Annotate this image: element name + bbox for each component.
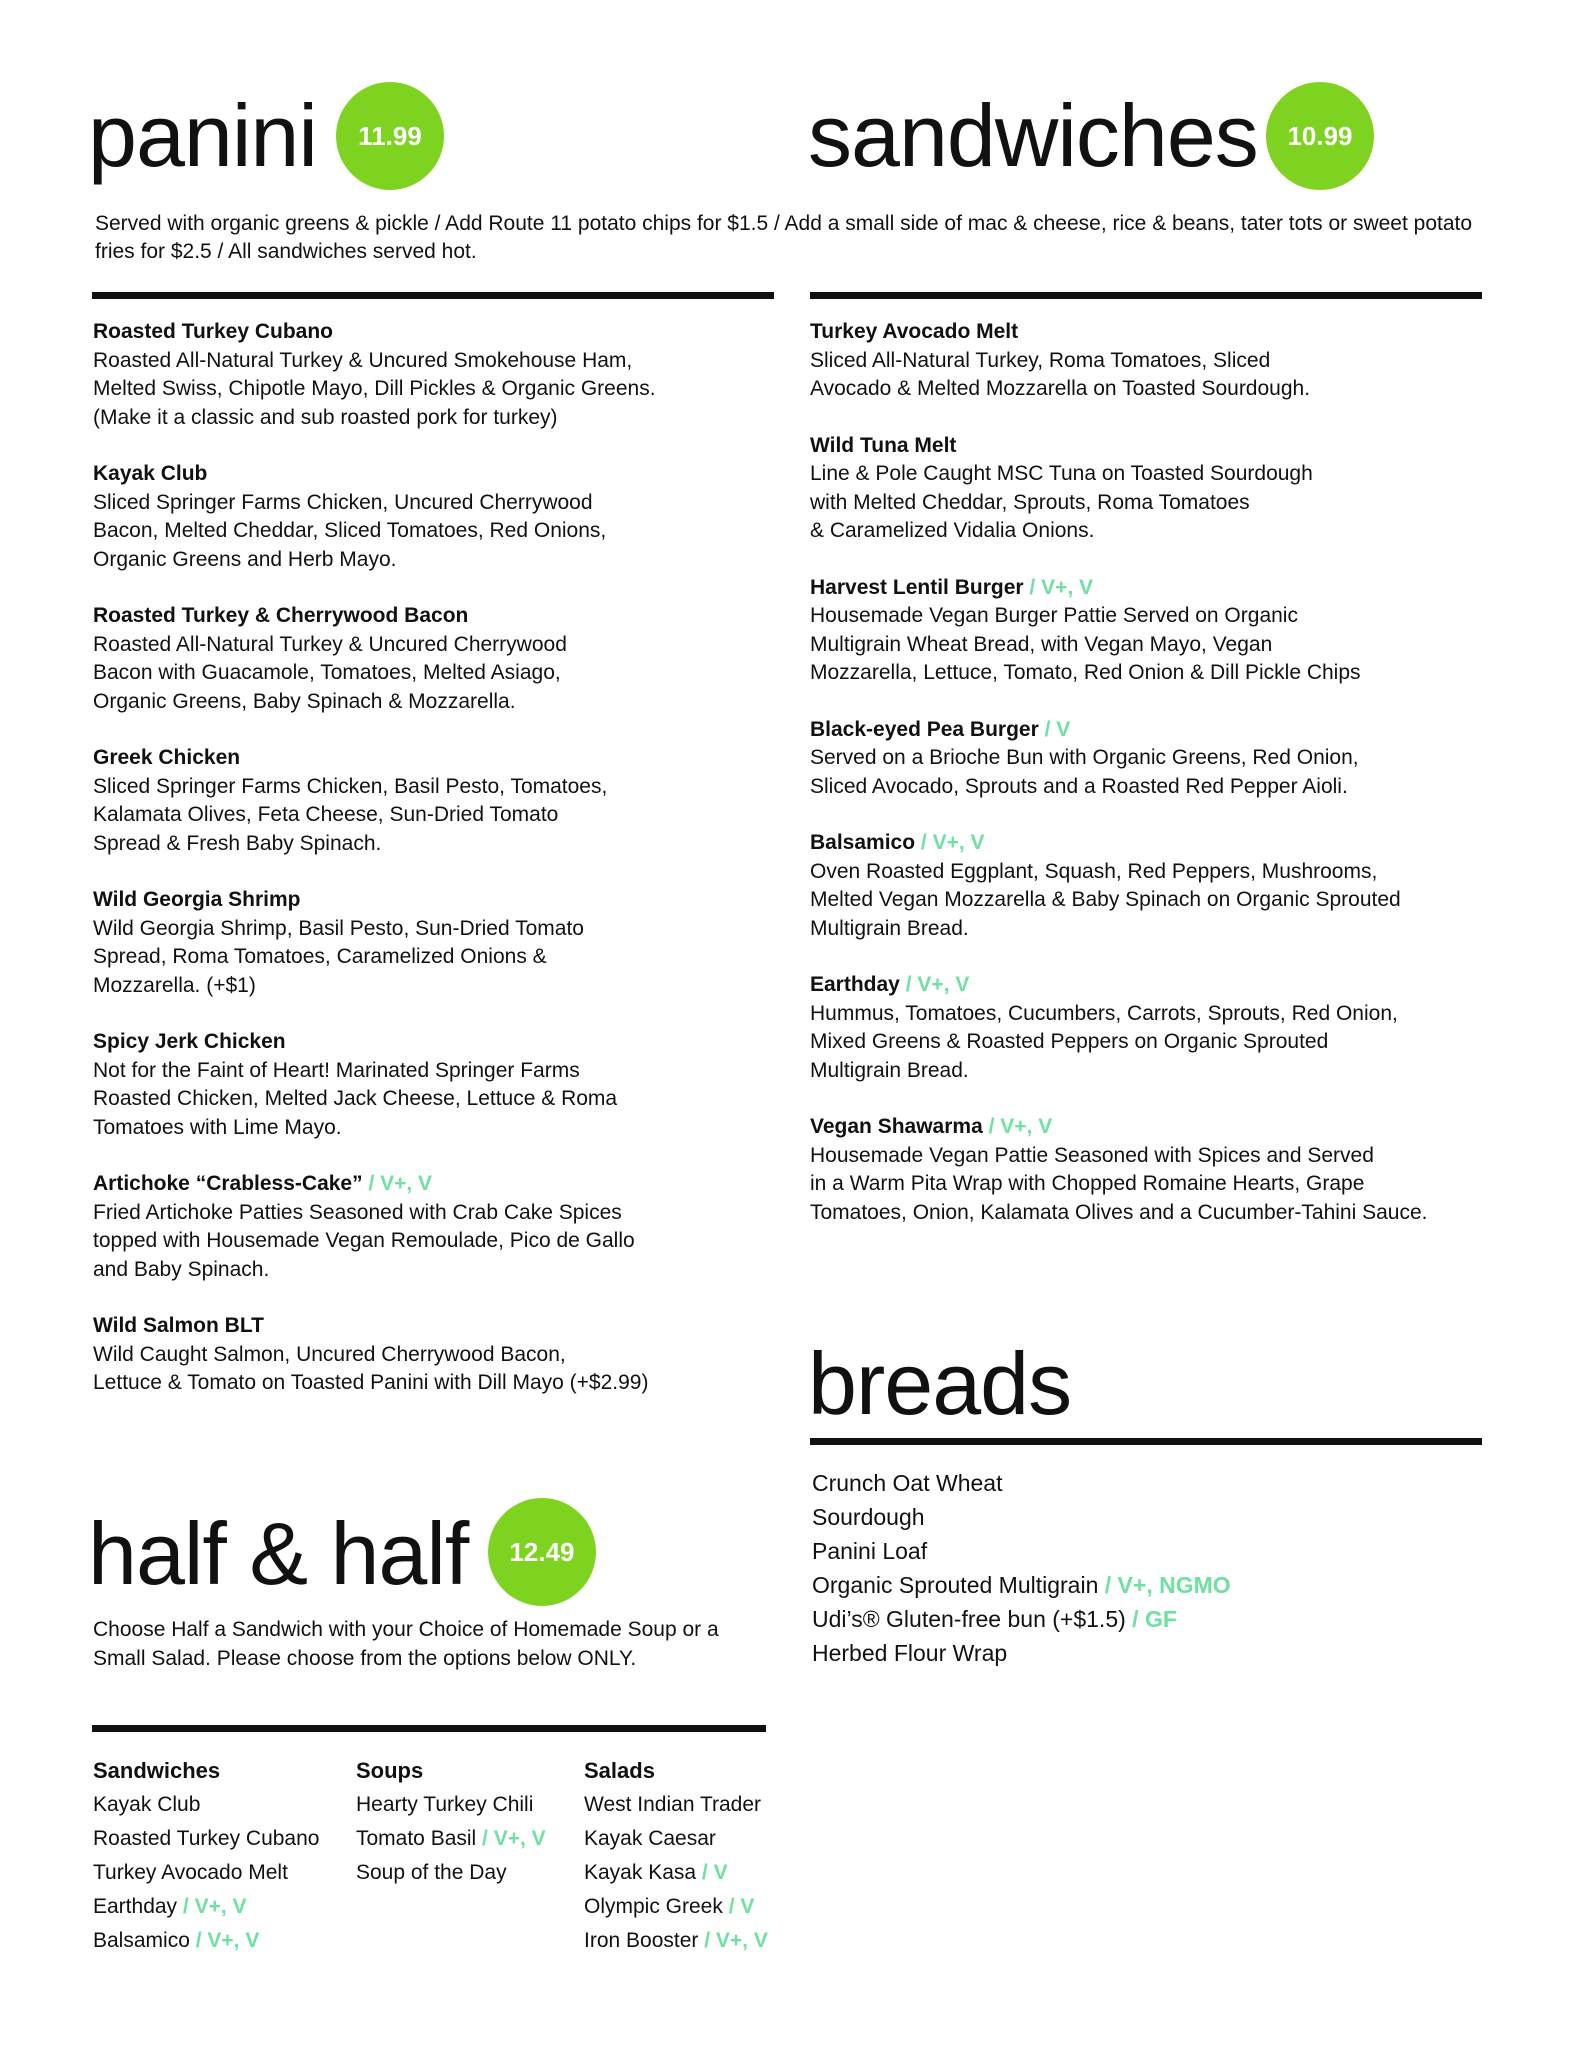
- menu-item-title: [93, 1312, 793, 1341]
- item-description: Wild Caught Salmon, Uncured Cherrywood Bacon, Lettuce & Tomato on Toasted Panini with Dill Mayo (+$2.99): [93, 1342, 649, 1394]
- item-name: Wild Tuna Melt: [810, 433, 957, 457]
- item-description: Wild Georgia Shrimp, Basil Pesto, Sun-Dried Tomato Spread, Roma Tomatoes, Caramelized Onions & Mozzarella. (+$1): [93, 916, 584, 997]
- column-list: [584, 1788, 768, 1958]
- bread-name: Sourdough: [812, 1504, 925, 1530]
- diet-tag: / V+, V: [189, 1929, 260, 1952]
- bread-item: [812, 1602, 1472, 1636]
- column-heading: Sandwiches: [93, 1758, 221, 1783]
- menu-item: [810, 971, 1510, 1085]
- half-half-col-salads: [584, 1754, 768, 1958]
- item-name: Vegan Shawarma: [810, 1115, 983, 1138]
- sandwiches-price-badge: 10.99: [1266, 82, 1374, 190]
- diet-tag: / V+, V: [362, 1172, 433, 1195]
- bread-item: [812, 1568, 1472, 1602]
- item-name: Kayak Club: [93, 462, 208, 485]
- item-name: Roasted Turkey Cubano: [93, 320, 333, 343]
- menu-item: [93, 318, 793, 432]
- diet-tag: / GF: [1125, 1606, 1177, 1632]
- list-item: [93, 1924, 319, 1958]
- option-name: Hearty Turkey Chili: [356, 1793, 534, 1816]
- list-item: [93, 1788, 319, 1822]
- bread-name: Organic Sprouted Multigrain: [812, 1572, 1099, 1598]
- list-item: [93, 1890, 319, 1924]
- option-name: Roasted Turkey Cubano: [93, 1827, 320, 1850]
- option-name: Kayak Caesar: [584, 1827, 716, 1850]
- half-half-col-sandwiches: [93, 1754, 319, 1958]
- option-name: Soup of the Day: [356, 1861, 507, 1884]
- menu-item: [93, 744, 793, 858]
- breads-divider: [810, 1438, 1482, 1445]
- menu-item-title: [93, 602, 793, 631]
- bread-name: Crunch Oat Wheat: [812, 1470, 1003, 1496]
- option-name: Earthday: [93, 1895, 178, 1918]
- half-half-title: half & half: [88, 1504, 469, 1603]
- item-name: Wild Georgia Shrimp: [93, 888, 301, 911]
- sandwiches-divider: [810, 292, 1482, 299]
- menu-item: [93, 886, 793, 1000]
- item-description: Fried Artichoke Patties Seasoned with Crab Cake Spices topped with Housemade Vegan Remoulade, Pico de Gallo and Baby Spinach.: [93, 1200, 635, 1281]
- item-description: Sliced Springer Farms Chicken, Basil Pesto, Tomatoes, Kalamata Olives, Feta Cheese, Sun-Dried Tomato Spread & Fresh Baby Spinach.: [93, 774, 608, 855]
- menu-item-title: [810, 574, 1510, 603]
- option-name: Olympic Greek: [584, 1895, 723, 1918]
- bread-item: [812, 1636, 1472, 1670]
- menu-item-title: [93, 886, 793, 915]
- menu-item-title: [810, 318, 1510, 347]
- panini-title: panini: [88, 86, 317, 185]
- menu-item: [810, 716, 1510, 802]
- diet-tag: / V: [722, 1895, 755, 1918]
- option-name: Balsamico: [93, 1929, 190, 1952]
- menu-item: [93, 1170, 793, 1284]
- diet-tag: / V+, NGMO: [1098, 1572, 1231, 1598]
- menu-item-title: [810, 971, 1510, 1000]
- menu-item-title: [810, 829, 1510, 858]
- item-name: Balsamico: [810, 831, 916, 854]
- menu-item: [93, 1312, 793, 1398]
- bread-item: [812, 1466, 1472, 1500]
- option-name: Turkey Avocado Melt: [93, 1861, 288, 1884]
- option-name: Kayak Club: [93, 1793, 201, 1816]
- breads-title: breads: [808, 1334, 1072, 1433]
- bread-name: Panini Loaf: [812, 1538, 928, 1564]
- list-item: [584, 1822, 768, 1856]
- menu-item-title: [93, 1028, 793, 1057]
- list-item: [356, 1856, 546, 1890]
- item-description: Not for the Faint of Heart! Marinated Springer Farms Roasted Chicken, Melted Jack Cheese, Lettuce & Roma Tomatoes with Lime Mayo.: [93, 1058, 618, 1139]
- half-half-price-badge: 12.49: [488, 1498, 596, 1606]
- sandwiches-title: sandwiches: [808, 86, 1258, 185]
- item-description: Sliced Springer Farms Chicken, Uncured Cherrywood Bacon, Melted Cheddar, Sliced Tomatoes, Red Onions, Organic Greens and Herb Mayo.: [93, 490, 607, 571]
- column-heading: Soups: [356, 1758, 424, 1783]
- menu-item: [93, 602, 793, 716]
- diet-tag: / V+, V: [982, 1115, 1053, 1138]
- option-name: West Indian Trader: [584, 1793, 762, 1816]
- bread-item: [812, 1534, 1472, 1568]
- item-name: Earthday: [810, 973, 900, 996]
- menu-item-title: [93, 1170, 793, 1199]
- diet-tag: / V+, V: [1023, 575, 1094, 599]
- item-name: Harvest Lentil Burger: [810, 575, 1024, 599]
- option-name: Iron Booster: [584, 1929, 699, 1952]
- item-description: Housemade Vegan Pattie Seasoned with Spices and Served in a Warm Pita Wrap with Chopped Romaine Hearts, Grape Tomatoes, Onion, Kalamata Olives and a Cucumber-Tahini Sauce.: [810, 1143, 1428, 1224]
- half-half-divider: [92, 1725, 766, 1732]
- diet-tag: / V+, V: [476, 1827, 546, 1850]
- bread-name: Herbed Flour Wrap: [812, 1640, 1008, 1666]
- item-name: Roasted Turkey & Cherrywood Bacon: [93, 604, 469, 627]
- item-name: Artichoke “Crabless-Cake”: [93, 1172, 363, 1195]
- diet-tag: / V+, V: [915, 831, 985, 854]
- list-item: [584, 1856, 768, 1890]
- menu-item: [810, 574, 1510, 688]
- half-half-intro: Choose Half a Sandwich with your Choice of Homemade Soup or a Small Salad. Please choose from the options below ONLY.: [93, 1618, 719, 1670]
- item-name: Greek Chicken: [93, 746, 241, 769]
- list-item: [584, 1924, 768, 1958]
- menu-item: [810, 829, 1510, 943]
- bread-item: [812, 1500, 1472, 1534]
- breads-list: [812, 1466, 1472, 1670]
- menu-item-title: [93, 318, 793, 347]
- column-heading: Salads: [584, 1758, 655, 1783]
- menu-item: [810, 318, 1510, 404]
- menu-item-title: [810, 1113, 1510, 1142]
- menu-item-title: [93, 744, 793, 773]
- list-item: [356, 1822, 546, 1856]
- item-description: Roasted All-Natural Turkey & Uncured Cherrywood Bacon with Guacamole, Tomatoes, Melted Asiago, Organic Greens, Baby Spinach & Mozzarella.: [93, 632, 567, 713]
- bread-name: Udi’s® Gluten-free bun (+$1.5): [812, 1606, 1126, 1632]
- menu-item: [810, 1113, 1510, 1227]
- column-list: [356, 1788, 546, 1890]
- item-name: Spicy Jerk Chicken: [93, 1030, 286, 1053]
- list-item: [584, 1788, 768, 1822]
- item-description: Housemade Vegan Burger Pattie Served on Organic Multigrain Wheat Bread, with Vegan Mayo, Vegan Mozzarella, Lettuce, Tomato, Red Onion & Dill Pickle Chips: [810, 604, 1361, 684]
- column-list: [93, 1788, 319, 1958]
- item-description: Roasted All-Natural Turkey & Uncured Smokehouse Ham, Melted Swiss, Chipotle Mayo, Dill Pickles & Organic Greens. (Make it a classic and sub roasted pork for turkey): [93, 348, 656, 429]
- item-name: Turkey Avocado Melt: [810, 320, 1019, 343]
- item-name: Wild Salmon BLT: [93, 1314, 264, 1337]
- diet-tag: / V: [1038, 717, 1071, 741]
- item-description: Sliced All-Natural Turkey, Roma Tomatoes, Sliced Avocado & Melted Mozzarella on Toasted Sourdough.: [810, 348, 1311, 400]
- option-name: Tomato Basil: [356, 1827, 477, 1850]
- menu-item: [810, 432, 1510, 546]
- menu-item: [93, 460, 793, 574]
- item-name: Black-eyed Pea Burger: [810, 717, 1039, 741]
- menu-item-title: [810, 432, 1510, 461]
- item-description: Hummus, Tomatoes, Cucumbers, Carrots, Sprouts, Red Onion, Mixed Greens & Roasted Peppers on Organic Sprouted Multigrain Bread.: [810, 1001, 1398, 1082]
- item-description: Served on a Brioche Bun with Organic Greens, Red Onion, Sliced Avocado, Sprouts and a Roasted Red Pepper Aioli.: [810, 746, 1359, 798]
- option-name: Kayak Kasa: [584, 1861, 697, 1884]
- diet-tag: / V+, V: [698, 1929, 768, 1952]
- menu-intro: Served with organic greens & pickle / Add Route 11 potato chips for $1.5 / Add a small side of mac & cheese, rice & beans, tater tots or sweet potato fries for $2.5 / All sandwiches served hot.: [95, 212, 1473, 263]
- menu-item: [93, 1028, 793, 1142]
- list-item: [356, 1788, 546, 1822]
- panini-list: [93, 318, 793, 1426]
- list-item: [93, 1856, 319, 1890]
- sandwiches-list: [810, 318, 1510, 1255]
- diet-tag: / V+, V: [177, 1895, 247, 1918]
- half-half-col-soups: [356, 1754, 546, 1890]
- menu-item-title: [810, 716, 1510, 745]
- list-item: [584, 1890, 768, 1924]
- item-description: Line & Pole Caught MSC Tuna on Toasted Sourdough with Melted Cheddar, Sprouts, Roma Tomatoes & Caramelized Vidalia Onions.: [810, 462, 1313, 542]
- menu-item-title: [93, 460, 793, 489]
- diet-tag: / V: [696, 1861, 728, 1884]
- panini-price-badge: 11.99: [336, 82, 444, 190]
- list-item: [93, 1822, 319, 1856]
- item-description: Oven Roasted Eggplant, Squash, Red Peppers, Mushrooms, Melted Vegan Mozzarella & Baby Spinach on Organic Sprouted Multigrain Bread.: [810, 859, 1401, 940]
- diet-tag: / V+, V: [899, 973, 970, 996]
- panini-divider: [92, 292, 774, 299]
